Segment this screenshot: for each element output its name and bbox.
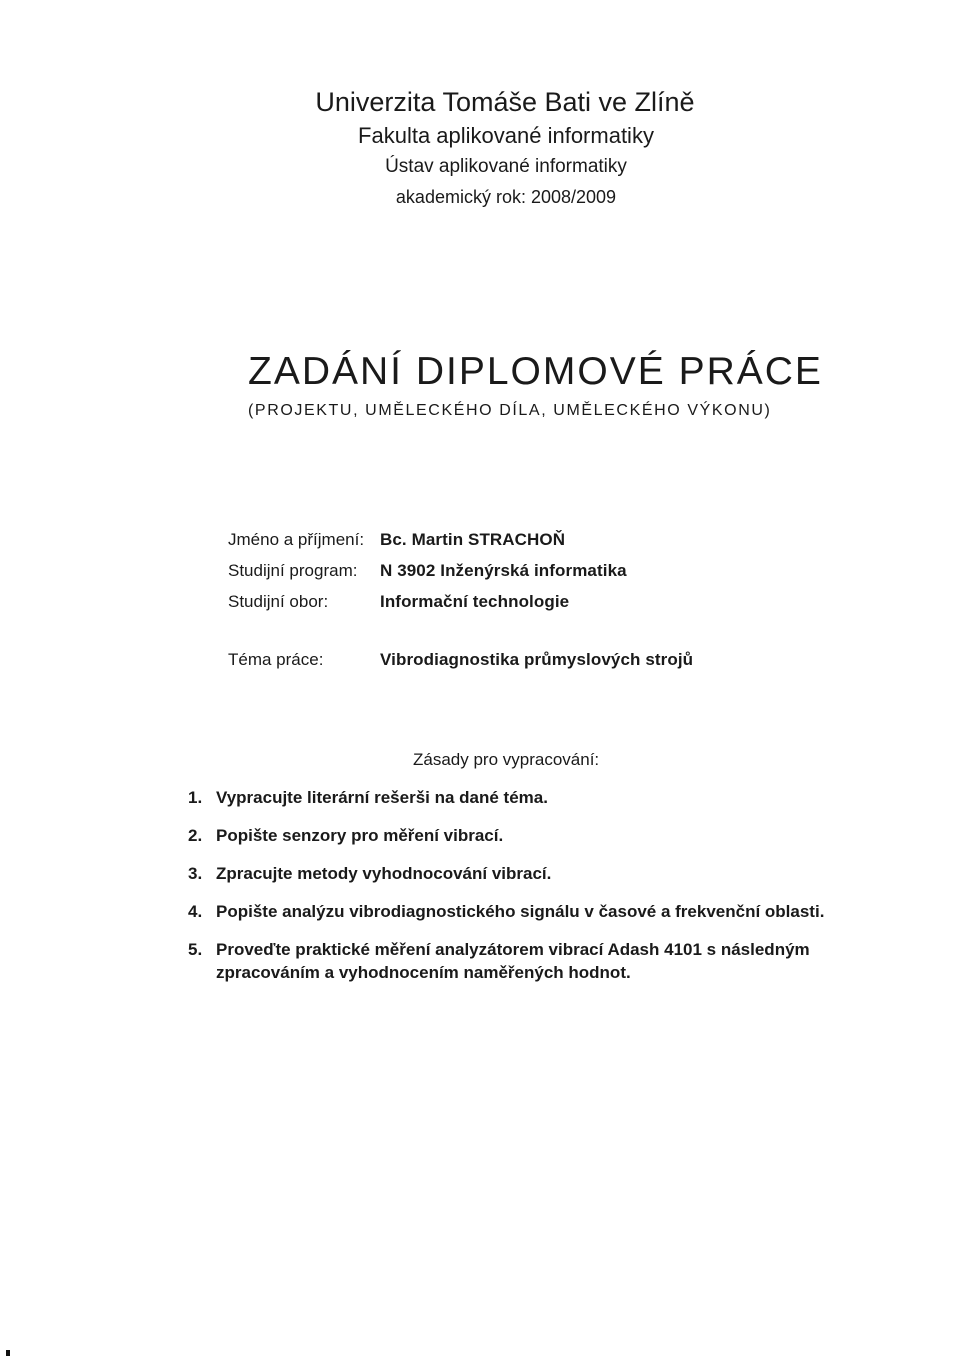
document-subtitle: (PROJEKTU, UMĚLECKÉHO DÍLA, UMĚLECKÉHO VÝKONU) — [248, 402, 772, 419]
principles-list — [188, 786, 828, 984]
list-item-text: Zpracujte metody vyhodnocování vibrací. — [216, 864, 552, 883]
principles-section — [188, 748, 828, 999]
institute-name: Ústav aplikované informatiky — [385, 156, 627, 177]
list-item-number: 4. — [188, 902, 203, 921]
program-value: N 3902 Inženýrská informatika — [380, 561, 627, 580]
document-title-block — [248, 346, 823, 422]
scan-mark — [6, 1350, 10, 1356]
program-label: Studijní program: — [228, 561, 358, 580]
field-label: Studijní obor: — [228, 592, 329, 611]
header — [0, 84, 960, 212]
faculty-name: Fakulta aplikované informatiky — [358, 123, 654, 148]
list-item-number: 5. — [188, 940, 203, 959]
list-item-text: Popište analýzu vibrodiagnostického signálu v časové a frekvenční oblasti. — [216, 902, 825, 921]
list-item-number: 3. — [188, 864, 203, 883]
topic-value: Vibrodiagnostika průmyslových strojů — [380, 650, 694, 669]
university-name: Univerzita Tomáše Bati ve Zlíně — [315, 87, 695, 117]
list-item-text: Popište senzory pro měření vibrací. — [216, 826, 504, 845]
name-label: Jméno a příjmení: — [228, 530, 365, 549]
list-item-text: Proveďte praktické měření analyzátorem vibrací Adash 4101 s následným zpracováním a vyhodnocením naměřených hodnot. — [216, 940, 810, 982]
list-item-number: 1. — [188, 788, 203, 807]
list-item-text: Vypracujte literární rešerši na dané téma. — [216, 788, 548, 807]
list-item-number: 2. — [188, 826, 203, 845]
field-value: Informační technologie — [380, 592, 570, 611]
document-title: ZADÁNÍ DIPLOMOVÉ PRÁCE — [248, 350, 823, 393]
academic-year: akademický rok: 2008/2009 — [395, 187, 617, 207]
name-value: Bc. Martin STRACHOŇ — [380, 530, 566, 549]
list-item — [188, 786, 828, 809]
topic-label: Téma práce: — [228, 650, 324, 669]
list-item — [188, 824, 828, 847]
list-item — [188, 900, 828, 923]
list-item — [188, 938, 828, 984]
list-item — [188, 862, 828, 885]
principles-heading: Zásady pro vypracování: — [413, 750, 600, 769]
